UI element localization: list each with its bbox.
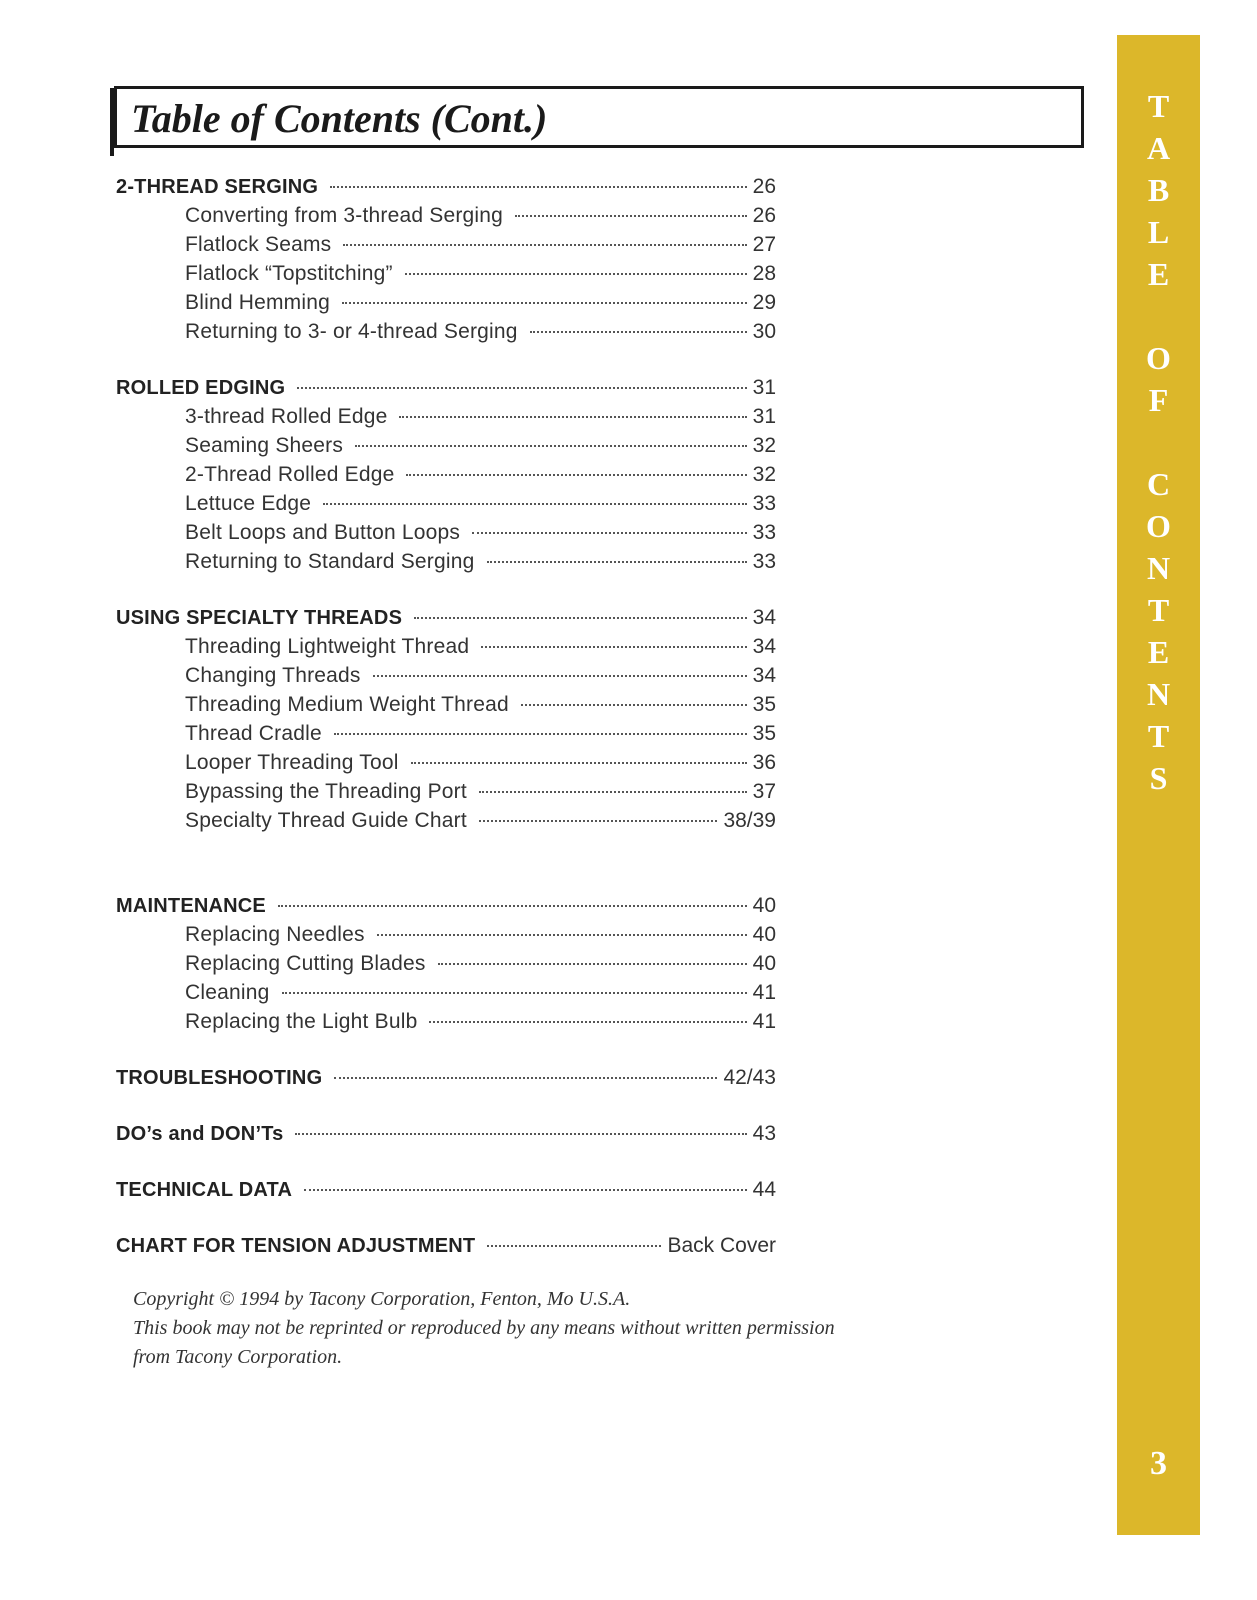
toc-entry-row[interactable] <box>116 550 776 579</box>
toc-entry-row[interactable] <box>116 751 776 780</box>
toc-section <box>116 175 776 349</box>
toc-section <box>116 606 776 838</box>
toc-heading: USING SPECIALTY THREADS <box>116 607 403 629</box>
toc-entry-row[interactable] <box>116 981 776 1010</box>
dot-leader <box>487 560 747 563</box>
toc-page-number: 33 <box>752 521 776 544</box>
toc-entry-row[interactable] <box>116 463 776 492</box>
page-number: 3 <box>1150 1445 1167 1482</box>
toc-page-number: 34 <box>752 635 776 658</box>
dot-leader <box>343 243 746 246</box>
dot-leader <box>297 386 746 389</box>
side-tab-letter: E <box>1147 634 1170 670</box>
toc-entry: 2-Thread Rolled Edge <box>185 463 395 486</box>
toc-section <box>116 1066 776 1095</box>
copyright-notice <box>133 1285 933 1372</box>
side-tab-letter: N <box>1146 550 1171 586</box>
side-tab-letter: B <box>1147 172 1170 208</box>
toc-entry: Converting from 3-thread Serging <box>185 204 504 227</box>
toc-page-number: 27 <box>752 233 776 256</box>
toc-page-number: 32 <box>752 463 776 486</box>
toc-heading-row[interactable] <box>116 1122 776 1151</box>
copyright-line: Copyright © 1994 by Tacony Corporation, Fenton, Mo U.S.A. <box>133 1288 631 1310</box>
toc-page-number: 34 <box>752 606 776 629</box>
toc-page-number: 32 <box>752 434 776 457</box>
dot-leader <box>405 272 747 275</box>
dot-leader <box>323 502 746 505</box>
toc-heading-row[interactable] <box>116 606 776 635</box>
toc-heading: 2-THREAD SERGING <box>116 176 319 198</box>
toc-page-number: 31 <box>752 405 776 428</box>
toc-page-number: 28 <box>752 262 776 285</box>
copyright-line: This book may not be reprinted or reproduced by any means without written permission <box>133 1317 835 1339</box>
toc-page-number: 36 <box>752 751 776 774</box>
side-tab-letter: T <box>1147 592 1170 628</box>
toc-entry-row[interactable] <box>116 952 776 981</box>
side-tab-letter: E <box>1147 256 1170 292</box>
toc-entry-row[interactable] <box>116 405 776 434</box>
toc-entry: Replacing the Light Bulb <box>185 1010 418 1033</box>
side-tab-letter: F <box>1148 382 1169 418</box>
side-tab-letter <box>1117 295 1200 337</box>
toc-heading-row[interactable] <box>116 175 776 204</box>
dot-leader <box>377 933 747 936</box>
toc-entry: Threading Medium Weight Thread <box>185 693 509 716</box>
toc-entry: Thread Cradle <box>185 722 322 745</box>
dot-leader <box>429 1020 746 1023</box>
toc-page-number: 40 <box>752 894 776 917</box>
toc-entry: Flatlock “Topstitching” <box>185 262 393 285</box>
toc-heading: MAINTENANCE <box>116 895 266 917</box>
toc-section <box>116 376 776 579</box>
toc-page-number: 41 <box>752 981 776 1004</box>
dot-leader <box>438 962 747 965</box>
toc-heading: TECHNICAL DATA <box>116 1179 293 1201</box>
dot-leader <box>399 415 746 418</box>
dot-leader <box>530 330 747 333</box>
toc-heading: ROLLED EDGING <box>116 377 286 399</box>
toc-page-number: 40 <box>752 952 776 975</box>
toc-entry: Belt Loops and Button Loops <box>185 521 461 544</box>
title-box <box>114 86 1084 148</box>
side-tab-letter: O <box>1146 508 1171 544</box>
toc-page-number: 35 <box>752 722 776 745</box>
toc-page-number: 38/39 <box>723 809 776 832</box>
dot-leader <box>373 674 747 677</box>
toc-entry: Threading Lightweight Thread <box>185 635 470 658</box>
toc-entry-row[interactable] <box>116 291 776 320</box>
dot-leader <box>334 1076 717 1079</box>
side-tab-letter: O <box>1146 340 1171 376</box>
toc-entry: Bypassing the Threading Port <box>185 780 467 803</box>
table-of-contents <box>116 175 776 1263</box>
toc-page-number: 30 <box>752 320 776 343</box>
toc-entry-row[interactable] <box>116 320 776 349</box>
side-tab-letters <box>1117 85 1200 799</box>
dot-leader <box>481 645 746 648</box>
toc-entry: Flatlock Seams <box>185 233 332 256</box>
copyright-line: from Tacony Corporation. <box>133 1346 343 1368</box>
side-tab-letter: T <box>1147 88 1170 124</box>
side-tab-letter: T <box>1147 718 1170 754</box>
side-tab-letter <box>1117 421 1200 463</box>
toc-entry: Returning to 3- or 4-thread Serging <box>185 320 518 343</box>
dot-leader <box>487 1244 661 1247</box>
toc-page-number: 29 <box>752 291 776 314</box>
toc-page-number: 37 <box>752 780 776 803</box>
toc-entry-row[interactable] <box>116 262 776 291</box>
toc-entry-row[interactable] <box>116 492 776 521</box>
toc-entry-row[interactable] <box>116 693 776 722</box>
toc-entry-row[interactable] <box>116 233 776 262</box>
dot-leader <box>282 991 747 994</box>
dot-leader <box>521 703 747 706</box>
toc-entry-row[interactable] <box>116 809 776 838</box>
toc-page-number: 40 <box>752 923 776 946</box>
side-tab <box>1117 35 1200 1535</box>
side-tab-letter: S <box>1149 760 1168 796</box>
side-tab-letter: L <box>1147 214 1170 250</box>
dot-leader <box>334 732 747 735</box>
toc-entry: Specialty Thread Guide Chart <box>185 809 467 832</box>
dot-leader <box>406 473 746 476</box>
dot-leader <box>304 1188 747 1191</box>
toc-page-number: 31 <box>752 376 776 399</box>
toc-heading: TROUBLESHOOTING <box>116 1067 323 1089</box>
dot-leader <box>479 790 747 793</box>
toc-entry: Looper Threading Tool <box>185 751 399 774</box>
toc-heading-row[interactable] <box>116 376 776 405</box>
toc-entry-row[interactable] <box>116 664 776 693</box>
toc-page-number: 34 <box>752 664 776 687</box>
toc-section <box>116 1234 776 1263</box>
toc-entry-row[interactable] <box>116 722 776 751</box>
dot-leader <box>342 301 747 304</box>
toc-entry: 3-thread Rolled Edge <box>185 405 388 428</box>
dot-leader <box>472 531 747 534</box>
toc-section <box>116 1122 776 1151</box>
toc-heading-row[interactable] <box>116 1178 776 1207</box>
side-tab-letter: A <box>1146 130 1171 166</box>
side-tab-letter: N <box>1146 676 1171 712</box>
toc-heading-row[interactable] <box>116 1066 776 1095</box>
dot-leader <box>330 185 747 188</box>
toc-heading: DO’s and DON’Ts <box>116 1123 284 1145</box>
toc-page-number: 41 <box>752 1010 776 1033</box>
dot-leader <box>278 904 747 907</box>
toc-section <box>116 1178 776 1207</box>
toc-entry-row[interactable] <box>116 635 776 664</box>
toc-heading: CHART FOR TENSION ADJUSTMENT <box>116 1235 476 1257</box>
toc-page-number: 33 <box>752 492 776 515</box>
toc-entry-row[interactable] <box>116 434 776 463</box>
toc-page-number: 44 <box>752 1178 776 1201</box>
toc-entry: Cleaning <box>185 981 270 1004</box>
toc-entry: Blind Hemming <box>185 291 330 314</box>
toc-entry: Lettuce Edge <box>185 492 312 515</box>
toc-page-number: 42/43 <box>723 1066 776 1089</box>
toc-entry: Seaming Sheers <box>185 434 344 457</box>
side-tab-letter: C <box>1146 466 1171 502</box>
toc-entry-row[interactable] <box>116 1010 776 1039</box>
toc-entry: Returning to Standard Serging <box>185 550 475 573</box>
toc-page-number: 43 <box>752 1122 776 1145</box>
toc-section <box>116 894 776 1039</box>
toc-entry-row[interactable] <box>116 923 776 952</box>
dot-leader <box>355 444 747 447</box>
toc-page-number: Back Cover <box>667 1234 776 1257</box>
toc-entry-row[interactable] <box>116 780 776 809</box>
dot-leader <box>479 819 718 822</box>
toc-entry: Changing Threads <box>185 664 361 687</box>
toc-heading-row[interactable] <box>116 894 776 923</box>
dot-leader <box>414 616 747 619</box>
toc-entry: Replacing Needles <box>185 923 365 946</box>
toc-page-number: 26 <box>752 175 776 198</box>
toc-entry-row[interactable] <box>116 204 776 233</box>
toc-page-number: 33 <box>752 550 776 573</box>
dot-leader <box>515 214 747 217</box>
toc-entry-row[interactable] <box>116 521 776 550</box>
dot-leader <box>295 1132 746 1135</box>
toc-entry: Replacing Cutting Blades <box>185 952 426 975</box>
toc-page-number: 35 <box>752 693 776 716</box>
toc-heading-row[interactable] <box>116 1234 776 1263</box>
page-title: Table of Contents (Cont.) <box>131 96 548 141</box>
toc-page-number: 26 <box>752 204 776 227</box>
dot-leader <box>411 761 747 764</box>
